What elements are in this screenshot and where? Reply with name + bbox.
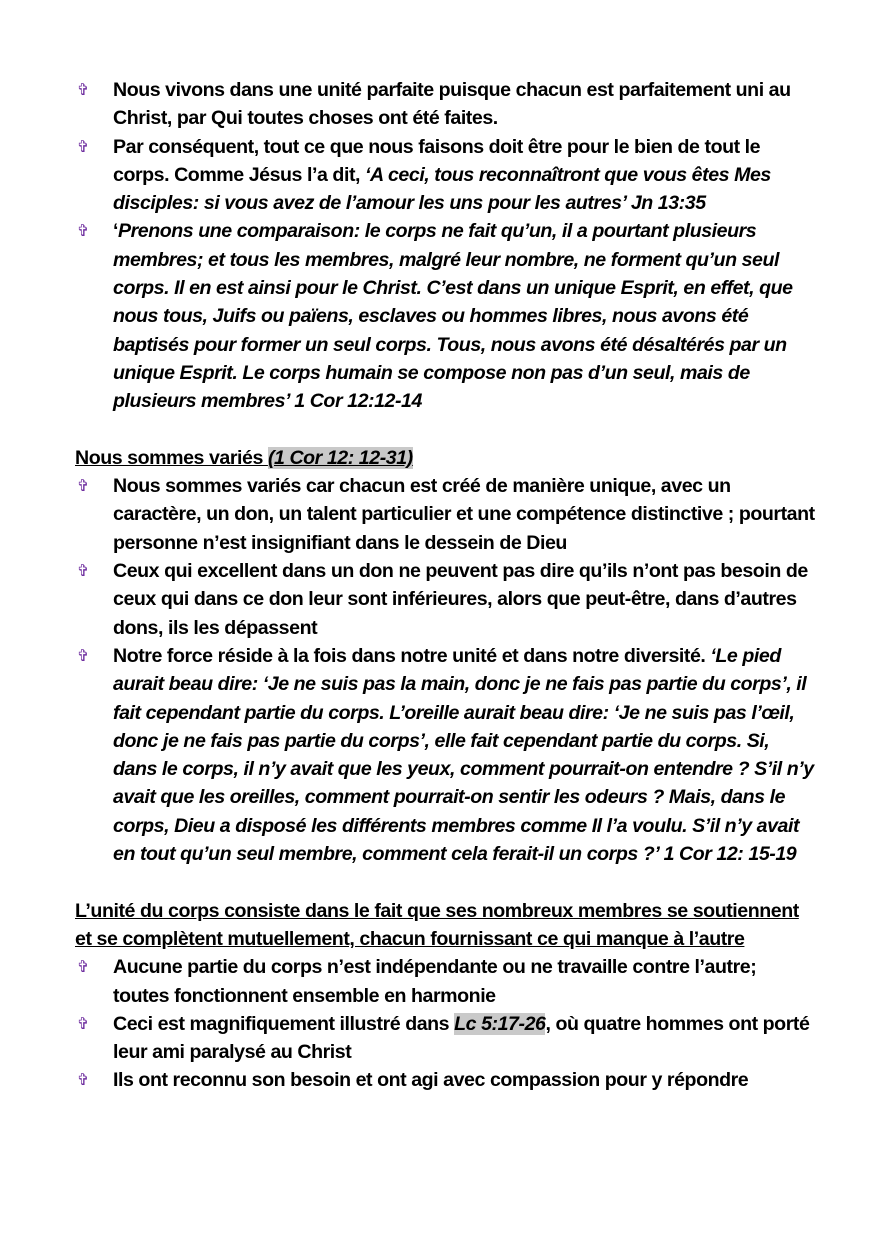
bible-quote: ‘Le pied aurait beau dire: ‘Je ne suis pas la main, donc je ne fais pas partie du corps’, il fait cependant partie du corps. L’oreille aurait beau dire: ‘Je ne suis pas l’œil, donc je ne fais pas partie du corps’, elle fait cependant partie du corps. Si, dans le corps, il n’y avait que les yeux, comment pourrait-on entendre ? S’il n’y avait que les oreilles, comment pourrait-on sentir les odeurs ? Mais, dans le corps, Dieu a disposé les différents membres comme Il l’a voulu. S’il n’y avait en tout qu’un seul membre, comment cela ferait-il un corps ?’ 1 Cor 12: 15-19	[113, 644, 814, 866]
bible-reference: Lc 5:17-26	[454, 1012, 546, 1035]
list-item	[75, 1010, 815, 1067]
section-heading-body-unity: L’unité du corps consiste dans le fait que ses nombreux membres se soutiennent et se complètent mutuellement, chacun fournissant ce qui manque à l’autre	[75, 899, 799, 950]
list-item	[75, 1066, 815, 1094]
section-heading-varied	[75, 444, 815, 472]
bullet-text: Ceci est magnifiquement illustré dans	[113, 1012, 455, 1035]
cross-icon: ✞	[77, 957, 89, 977]
bullet-text: Notre force réside à la fois dans notre unité et dans notre diversité.	[113, 644, 711, 667]
bullet-text-continued: , où quatre hommes ont porté leur ami paralysé au Christ	[113, 1012, 810, 1064]
list-item	[75, 217, 815, 415]
bullet-text: Ceux qui excellent dans un don ne peuvent pas dire qu’ils n’ont pas besoin de ceux qui dans ce don leur sont inférieures, alors que peut-être, dans d’autres dons, ils les dépassent	[113, 560, 808, 639]
document-body	[75, 76, 815, 1095]
cross-icon: ✞	[77, 561, 89, 581]
heading-reference: (1 Cor 12: 12-31)	[267, 446, 413, 469]
list-item	[75, 76, 815, 133]
bullet-list-unity	[75, 76, 815, 416]
list-item	[75, 472, 815, 557]
list-item	[75, 133, 815, 218]
bullet-text: Par conséquent, tout ce que nous faisons doit être pour le bien de tout le corps. Comme Jésus l’a dit,	[113, 135, 761, 186]
cross-icon: ✞	[77, 645, 89, 665]
cross-icon: ✞	[77, 136, 89, 156]
cross-icon: ✞	[77, 1070, 89, 1090]
bullet-list-support	[75, 953, 815, 1094]
bullet-text: Ils ont reconnu son besoin et ont agi avec compassion pour y répondre	[113, 1069, 749, 1092]
bullet-text: Nous sommes variés car chacun est créé de manière unique, avec un caractère, un don, un talent particulier et une compétence distinctive ; pourtant personne n’est insignifiant dans le dessein de Dieu	[113, 475, 815, 554]
bullet-text: Nous vivons dans une unité parfaite puisque chacun est parfaitement uni au Christ, par Qui toutes choses ont été faites.	[113, 79, 791, 130]
list-item	[75, 642, 815, 868]
bible-quote: ‘A ceci, tous reconnaîtront que vous êtes Mes disciples: si vous avez de l’amour les uns pour les autres’ Jn 13:35	[113, 163, 771, 215]
cross-icon: ✞	[77, 1013, 89, 1033]
bullet-text: ‘	[113, 220, 118, 243]
heading-text: Nous sommes variés	[75, 446, 268, 469]
cross-icon: ✞	[77, 80, 89, 99]
bullet-list-varied	[75, 472, 815, 868]
list-item	[75, 953, 815, 1010]
spacer	[75, 416, 815, 444]
cross-icon: ✞	[77, 221, 89, 241]
list-item	[75, 557, 815, 642]
cross-icon: ✞	[77, 476, 89, 496]
spacer	[75, 868, 815, 896]
bullet-text: Aucune partie du corps n’est indépendante ou ne travaille contre l’autre; toutes fonctionnent ensemble en harmonie	[113, 956, 757, 1007]
bible-quote: Prenons une comparaison: le corps ne fait qu’un, il a pourtant plusieurs membres; et tous les membres, malgré leur nombre, ne forment qu’un seul corps. Il en est ainsi pour le Christ. C’est dans un unique Esprit, en effet, que nous tous, Juifs ou païens, esclaves ou hommes libres, nous avons été baptisés pour former un seul corps. Tous, nous avons été désaltérés par un unique Esprit. Le corps humain se compose non pas d’un seul, mais de plusieurs membres’ 1 Cor 12:12-14	[113, 220, 793, 413]
